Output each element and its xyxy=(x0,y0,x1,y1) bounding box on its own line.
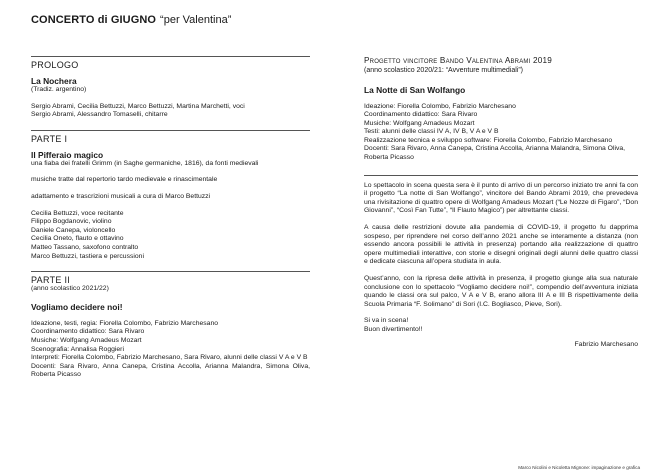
credit-line: Docenti: Sara Rivaro, Anna Canepa, Cristina Accolla, Arianna Malandra, Simona Oliva, Roberta Picasso xyxy=(364,145,626,162)
credit-line: Interpreti: Fiorella Colombo, Fabrizio Marchesano, Sara Rivaro, alunni delle classi V A e V B xyxy=(31,354,308,362)
body-paragraph: Quest’anno, con la ripresa delle attività in presenza, il progetto giunge alla sua naturale conclusione con lo spettacolo “Vogliamo decidere noi!”, compendio dell’avventura iniziata quando le classi ora sul palco, V A e V B, erano allora III A e III B rispettivamente della Scuola Primaria “F. Solimano” di Sori (I.C. Bogliasco, Pieve, Sori). xyxy=(364,275,638,308)
show-title: La Notte di San Wolfango xyxy=(364,84,466,95)
divider xyxy=(31,271,310,272)
closing-line: Buon divertimento!! xyxy=(364,325,423,333)
credit-line: Scenografia: Annalisa Roggieri xyxy=(31,345,124,353)
right-column xyxy=(364,56,638,348)
divider xyxy=(31,56,310,57)
performer-line: Matteo Tassano, saxofono contralto xyxy=(31,243,139,251)
credit-line: Realizzazione tecnica e sviluppo software: Fiorella Colombo, Fabrizio Marchesano xyxy=(364,136,613,144)
body-paragraph: Lo spettacolo in scena questa sera è il punto di arrivo di un percorso iniziato tre anni fa con il progetto “La notte di San Wolfango”, vincitore del Bando Abrami 2019, che prevedeva una rivisitazione di quattro opere di Wolfgang Amadeus Mozart (“Le Nozze di Figaro”, “Don Giovanni”, “Così Fan Tutte”, “Il Flauto Magico”) per altrettante classi. xyxy=(364,181,638,215)
arrangement-note: adattamento e trascrizioni musicali a cura di Marco Bettuzzi xyxy=(31,192,211,200)
footer-credits: Marco Nicolini e Nicoletta Mignone: impaginazione e grafica xyxy=(518,465,640,470)
performer-line: Sergio Abrami, Cecilia Bettuzzi, Marco Bettuzzi, Martina Marchetti, voci xyxy=(31,102,245,110)
project-subtitle: (anno scolastico 2020/21: “Avventure multimediali”) xyxy=(364,66,524,74)
school-year: (anno scolastico 2021/22) xyxy=(31,285,109,293)
performer-line: Cecilia Bettuzzi, voce recitante xyxy=(31,209,124,217)
credit-line: Ideazione, testi, regia: Fiorella Colombo, Fabrizio Marchesano xyxy=(31,319,219,327)
credit-line: Docenti: Sara Rivaro, Anna Canepa, Cristina Accolla, Arianna Malandra, Simona Oliva, Roberta Picasso xyxy=(31,362,310,379)
credit-line: Coordinamento didattico: Sara Rivaro xyxy=(364,111,478,119)
piece-title: Il Pifferaio magico xyxy=(31,149,104,160)
section-heading-prologo: PROLOGO xyxy=(31,60,79,70)
piece-title: La Nochera xyxy=(31,76,77,86)
page-title xyxy=(31,14,231,26)
performer-line: Sergio Abrami, Alessandro Tomaselli, chitarre xyxy=(31,111,168,119)
credit-line: Ideazione: Fiorella Colombo, Fabrizio Marchesano xyxy=(364,102,516,110)
concert-title: CONCERTO di GIUGNO xyxy=(31,14,157,26)
left-column xyxy=(31,56,310,380)
concert-subtitle: “per Valentina” xyxy=(160,14,232,26)
divider xyxy=(31,130,310,131)
body-paragraph: A causa delle restrizioni dovute alla pandemia di COVID-19, il progetto fu dapprima sospeso, per riprendere nel corso dell’anno 2021 anche se interamente a distanza (non essendo ancora possibili le attività in presenza) portando alla realizzazione di quattro opere multimediali interattive, con storie e disegni originali degli alunni delle quattro classi e dedicate ciascuna all’opera studiata in aula. xyxy=(364,224,638,266)
performer-line: Marco Bettuzzi, tastiera e percussioni xyxy=(31,252,144,260)
credit-line: Musiche: Wolfgang Amadeus Mozart xyxy=(31,336,142,344)
piece-title: Vogliamo decidere noi! xyxy=(31,301,123,312)
performer-line: Filippo Bogdanovic, violino xyxy=(31,218,112,226)
project-title: Progetto vincitore Bando Valentina Abrami 2019 xyxy=(364,56,552,65)
music-note: musiche tratte dal repertorio tardo medievale e rinascimentale xyxy=(31,176,218,184)
piece-note: (Tradiz. argentino) xyxy=(31,86,87,93)
performer-line: Cecilia Oneto, flauto e ottavino xyxy=(31,235,124,243)
credit-line: Testi: alunni delle classi IV A, IV B, V A e V B xyxy=(364,128,499,136)
signature: Fabrizio Marchesano xyxy=(574,340,638,348)
credit-line: Coordinamento didattico: Sara Rivaro xyxy=(31,328,145,336)
section-heading-parte-2: PARTE II xyxy=(31,275,71,286)
closing-line: Si va in scena! xyxy=(364,317,409,325)
section-heading-parte-1: PARTE I xyxy=(31,133,68,144)
performer-line: Daniele Canepa, violoncello xyxy=(31,226,116,234)
credit-line: Musiche: Wolfgang Amadeus Mozart xyxy=(364,119,475,127)
piece-description: una fiaba dei fratelli Grimm (in Saghe germaniche, 1816), da fonti medievali xyxy=(31,159,259,167)
